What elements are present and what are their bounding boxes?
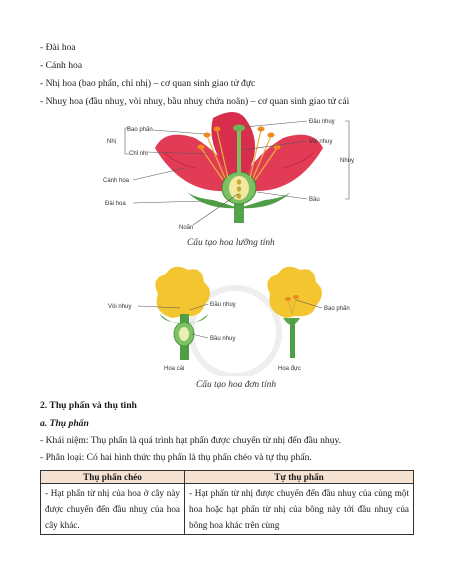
label-chi-nhi: Chỉ nhị [129, 151, 148, 157]
header-cross-pollination: Thụ phấn chéo [41, 471, 185, 484]
label-bao-phan-male: Bao phấn [324, 306, 350, 312]
label-nhuy: Nhuỵ [340, 158, 355, 164]
label-hoa-cai: Hoa cái [164, 366, 185, 372]
label-bau: Bầu [309, 197, 320, 203]
label-hoa-duc: Hoa đực [278, 366, 302, 372]
bullet-nhi-hoa: - Nhị hoa (bao phấn, chỉ nhị) – cơ quan sinh giao tử đực [40, 78, 256, 89]
cell-cross-pollination: - Hạt phấn từ nhị của hoa ở cây này được chuyển đến đầu nhuỵ của hoa cây khác. [41, 484, 185, 535]
unisexual-flower-diagram [100, 262, 370, 376]
classification-text: - Phân loại: Có hai hình thức thụ phấn là thụ phấn chéo và tự thụ phấn. [40, 452, 312, 463]
label-dau-nhuy: Đầu nhuỵ [309, 119, 335, 125]
bullet-dai-hoa: - Đài hoa [40, 42, 76, 53]
figure1-caption: Cấu tạo hoa lưỡng tính [187, 238, 275, 248]
label-bau-nhuy: Bầu nhuỵ [210, 336, 236, 342]
label-noan: Noãn [179, 225, 194, 231]
label-nhi: Nhị [107, 139, 117, 145]
label-voi-nhuy-female: Vòi nhuỵ [108, 304, 132, 310]
bullet-nhuy-hoa: - Nhuỵ hoa (đầu nhuỵ, vòi nhuỵ, bầu nhuỵ chứa noãn) – cơ quan sinh giao tử cái [40, 96, 350, 107]
label-bao-phan: Bao phấn [127, 127, 153, 133]
bullet-canh-hoa: - Cánh hoa [40, 60, 83, 71]
concept-text: - Khái niệm: Thụ phấn là quá trình hạt phấn được chuyển từ nhị đến đầu nhụy. [40, 435, 342, 446]
cell-self-pollination: - Hạt phấn từ nhị được chuyển đến đầu nhuỵ của cùng một hoa hoặc hạt phấn từ nhị của bông này tới đầu nhuỵ của bông hoa khác trên cùng [185, 484, 414, 535]
table-header-row [41, 471, 414, 484]
label-dai-hoa: Đài hoa [105, 201, 126, 207]
label-dau-nhuy-female: Đầu nhuỵ [210, 302, 236, 308]
label-canh-hoa: Cánh hoa [103, 178, 130, 184]
header-self-pollination: Tự thụ phấn [185, 471, 414, 484]
table-row [41, 484, 414, 535]
section-subheading: a. Thụ phấn [40, 418, 89, 429]
figure2-caption: Cấu tạo hoa đơn tính [196, 380, 277, 390]
label-voi-nhuy: Vòi nhuỵ [309, 139, 333, 145]
section-heading: 2. Thụ phấn và thụ tinh [40, 400, 137, 411]
pollination-comparison-table [40, 470, 414, 535]
bisexual-flower-diagram [95, 108, 365, 238]
